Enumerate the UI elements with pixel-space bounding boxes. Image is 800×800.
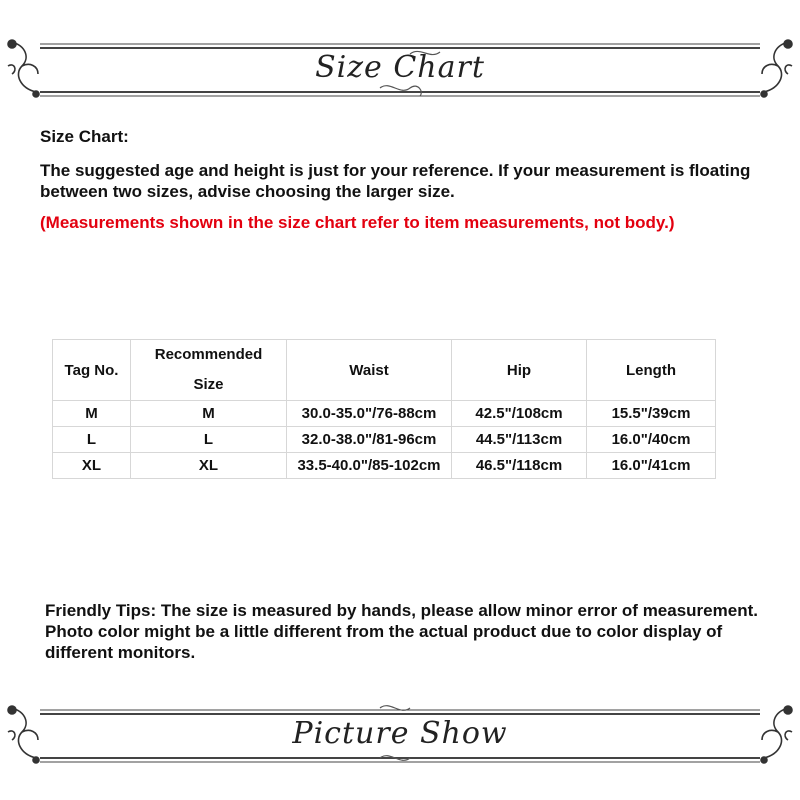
cell-tag: XL [53,453,131,479]
table-header-row [53,340,716,401]
cell-tag: M [53,401,131,427]
cell-waist: 33.5-40.0"/85-102cm [287,453,452,479]
size-table [52,339,716,479]
banner-picture-show [0,702,800,772]
banner-title: Picture Show [292,716,508,751]
cell-tag: L [53,427,131,453]
banner-title: Size Chart [315,50,485,85]
header-length: Length [587,340,716,401]
cell-size: L [131,427,287,453]
cell-length: 15.5"/39cm [587,401,716,427]
table-row [53,453,716,479]
cell-waist: 32.0-38.0"/81-96cm [287,427,452,453]
banner-size-chart [0,36,800,106]
header-recommended-size [131,340,287,401]
table-row [53,427,716,453]
header-rec-line2: Size [193,376,224,393]
cell-waist: 30.0-35.0"/76-88cm [287,401,452,427]
intro-text: The suggested age and height is just for your reference. If your measurement is floating between two sizes, advise choosing the larger size. [40,161,751,201]
friendly-tips: Friendly Tips: The size is measured by hands, please allow minor error of measurement. Photo color might be a little different from the actual product due to color display of different monitors. [45,601,758,662]
cell-hip: 44.5"/113cm [452,427,587,453]
cell-length: 16.0"/41cm [587,453,716,479]
cell-hip: 46.5"/118cm [452,453,587,479]
table-row [53,401,716,427]
measurement-notice: (Measurements shown in the size chart refer to item measurements, not body.) [40,213,675,232]
header-hip: Hip [452,340,587,401]
cell-size: XL [131,453,287,479]
cell-length: 16.0"/40cm [587,427,716,453]
cell-size: M [131,401,287,427]
section-heading: Size Chart: [40,127,129,146]
header-rec-line1: Recommended [154,346,263,363]
header-waist: Waist [287,340,452,401]
header-tag: Tag No. [53,340,131,401]
cell-hip: 42.5"/108cm [452,401,587,427]
